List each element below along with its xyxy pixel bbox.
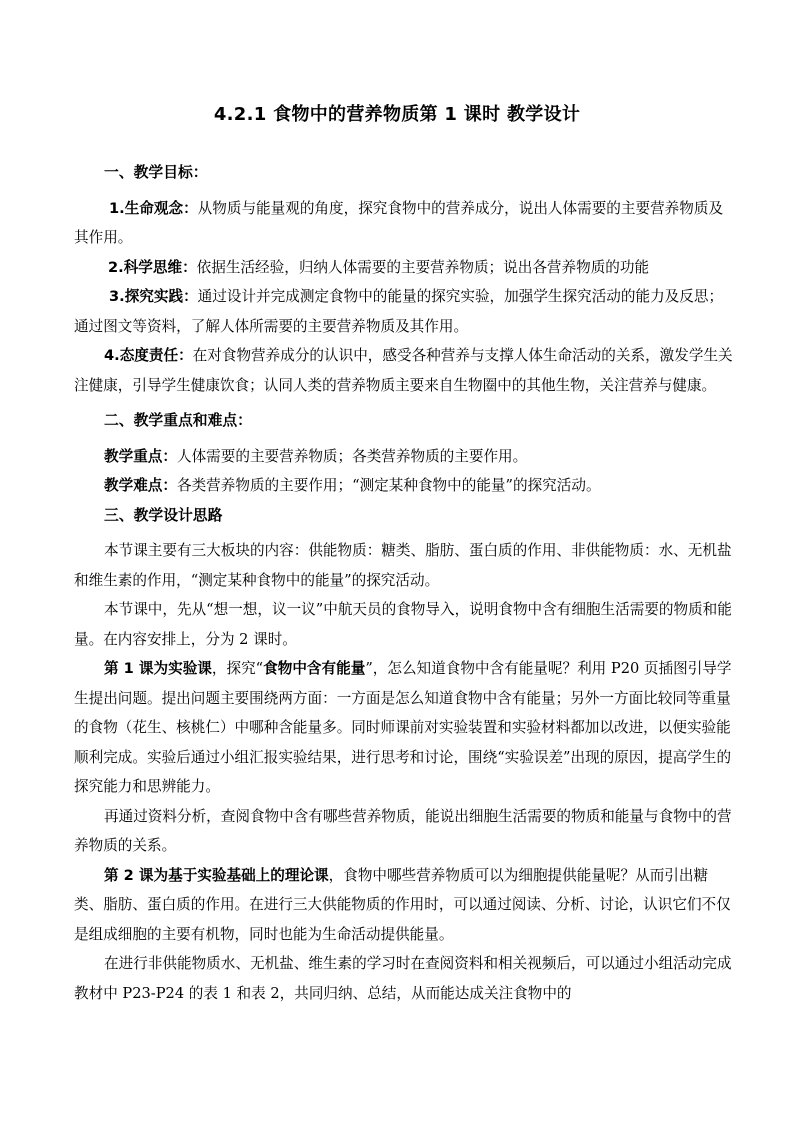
difficult-point-label: 教学难点： bbox=[104, 477, 177, 494]
design-paragraph-1: 本节课主要有三大板块的内容：供能物质：糖类、脂肪、蛋白质的作用、非供能物质：水、无机盐和维生素的作用，“测定某种食物中的能量”的探究活动。 bbox=[74, 542, 732, 589]
objective-3 bbox=[74, 282, 734, 341]
document-title: 4.2.1 食物中的营养物质第 1 课时 教学设计 bbox=[213, 104, 581, 125]
objective-1-label: 1.生命观念： bbox=[109, 199, 198, 217]
section-heading-key-points: 二、教学重点和难点： bbox=[104, 412, 252, 429]
section-heading-design: 三、教学设计思路 bbox=[104, 506, 223, 524]
objective-2-label: 2.科学思维： bbox=[108, 258, 197, 276]
key-point-text: 人体需要的主要营养物质；各类营养物质的主要作用。 bbox=[176, 447, 528, 465]
difficult-point-text: 各类营养物质的主要作用；“测定某种食物中的能量”的探究活动。 bbox=[176, 477, 601, 494]
objective-2 bbox=[74, 253, 734, 283]
lesson-1-topic: 食物中含有能量 bbox=[263, 660, 366, 677]
document-body bbox=[74, 158, 734, 1008]
difficult-point bbox=[74, 471, 734, 501]
lesson-1-text-a: ，探究“ bbox=[211, 660, 264, 677]
objective-3-label: 3.探究实践： bbox=[109, 288, 198, 305]
design-paragraph-2: 本节课中，先从“想一想，议一议”中航天员的食物导入，说明食物中含有细胞生活需要的物质和能量。在内容安排上，分为 2 课时。 bbox=[74, 601, 732, 648]
lesson-2-text: ，食物中哪些营养物质可以为细胞提供能量呢？从而引出糖类、脂肪、蛋白质的作用。在进行三大供能物质的作用时，可以通过阅读、分析、讨论，认识它们不仅是组成细胞的主要有机物，同时也能为生命活动提供能量。 bbox=[74, 866, 731, 943]
design-paragraph-6: 在进行非供能物质水、无机盐、维生素的学习时在查阅资料和相关视频后，可以通过小组活动完成教材中 P23-P24 的表 1 和表 2，共同归纳、总结，从而能达成关注食物中的 bbox=[74, 955, 732, 1002]
section-heading-objectives: 一、教学目标： bbox=[104, 164, 208, 181]
objective-1 bbox=[74, 194, 734, 253]
objective-4-label: 4.态度责任： bbox=[104, 347, 193, 364]
objective-2-text: 依据生活经验，归纳人体需要的主要营养物质；说出各营养物质的功能 bbox=[196, 258, 650, 276]
design-paragraph-4: 再通过资料分析，查阅食物中含有哪些营养物质，能说出细胞生活需要的物质和能量与食物中的营养物质的关系。 bbox=[74, 807, 732, 854]
key-point-label: 教学重点： bbox=[104, 447, 177, 465]
key-point bbox=[74, 442, 734, 472]
objective-3-text: 通过设计并完成测定食物中的能量的探究实验，加强学生探究活动的能力及反思；通过图文等资料，了解人体所需要的主要营养物质及其作用。 bbox=[74, 288, 724, 335]
lesson-2-label: 第 2 课为基于实验基础上的理论课 bbox=[104, 866, 329, 884]
objective-4 bbox=[74, 341, 734, 400]
lesson-1-label: 第 1 课为实验课 bbox=[104, 660, 212, 677]
design-paragraph-3 bbox=[74, 654, 734, 802]
objective-4-text: 在对食物营养成分的认识中，感受各种营养与支撑人体生命活动的关系，激发学生关注健康，引导学生健康饮食；认同人类的营养物质主要来自生物圈中的其他生物，关注营养与健康。 bbox=[74, 347, 733, 394]
design-paragraph-5 bbox=[74, 861, 734, 950]
lesson-1-text-b: ”，怎么知道食物中含有能量呢？利用 P20 页插图引导学生提出问题。提出问题主要围绕两方面：一方面是怎么知道食物中含有能量；另外一方面比较同等重量的食物（花生、核桃仁）中哪种含能量多。同时师课前对实验装置和实验材料都加以改进，以便实验能顺利完成。实验后通过小组汇报实验结果，进行思考和讨论，围绕“实验误差”出现的原因，提高学生的探究能力和思辨能力。 bbox=[74, 660, 732, 795]
objective-1-text: 从物质与能量观的角度，探究食物中的营养成分，说出人体需要的主要营养物质及其作用。 bbox=[74, 199, 724, 246]
